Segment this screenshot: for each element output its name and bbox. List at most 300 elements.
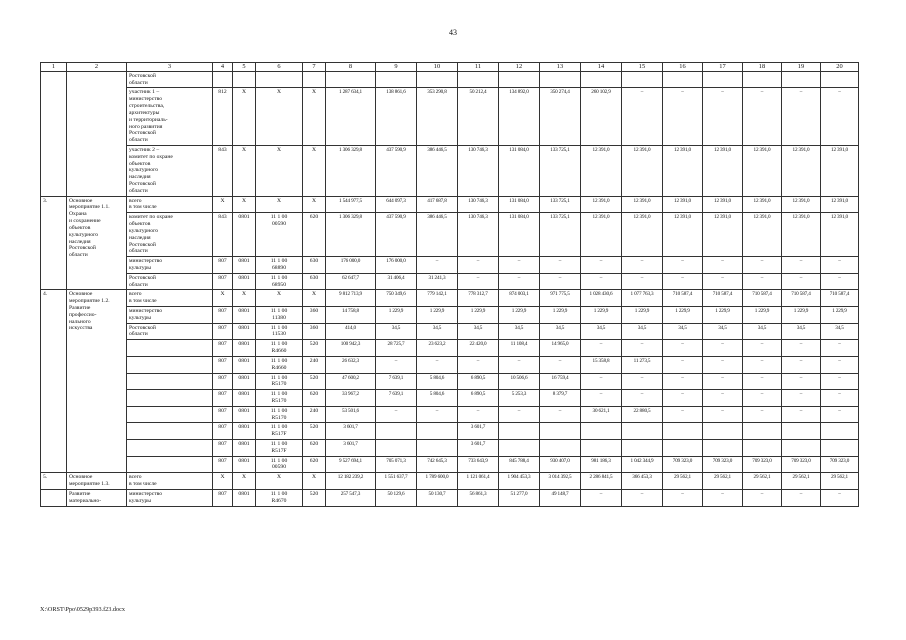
table-row bbox=[41, 290, 859, 307]
rzpr-cell: Х bbox=[233, 88, 256, 146]
amount-cell bbox=[376, 71, 417, 88]
amount-cell: 12 391,0 bbox=[663, 213, 703, 257]
amount-cell: – bbox=[782, 390, 821, 407]
amount-cell: 50 130,7 bbox=[417, 489, 458, 506]
amount-cell: 12 391,0 bbox=[821, 196, 859, 213]
amount-cell: 8 379,7 bbox=[540, 390, 581, 407]
amount-cell: 11 273,5 bbox=[622, 356, 663, 373]
amount-cell: 12 391,0 bbox=[782, 145, 821, 196]
csr-cell: Х bbox=[256, 473, 303, 490]
amount-cell: 1 229,9 bbox=[782, 307, 821, 324]
amount-cell: – bbox=[743, 340, 782, 357]
csr-cell: 11 1 00 R5170 bbox=[256, 373, 303, 390]
amount-cell bbox=[581, 71, 622, 88]
amount-cell: 47 600,2 bbox=[326, 373, 376, 390]
amount-cell bbox=[581, 440, 622, 457]
amount-cell bbox=[782, 71, 821, 88]
header-cell: 5 bbox=[233, 63, 256, 72]
executor-cell: всего в том числе bbox=[127, 196, 213, 213]
executor-cell: министерство культуры bbox=[127, 307, 213, 324]
amount-cell: 23 623,2 bbox=[417, 340, 458, 357]
amount-cell: 131 084,0 bbox=[499, 196, 540, 213]
grbs-cell: 807 bbox=[213, 390, 233, 407]
amount-cell: – bbox=[703, 390, 743, 407]
grbs-cell: 807 bbox=[213, 489, 233, 506]
vr-cell: 240 bbox=[303, 356, 326, 373]
header-cell: 11 bbox=[458, 63, 499, 72]
amount-cell: – bbox=[622, 88, 663, 146]
amount-cell: 33 967,2 bbox=[326, 390, 376, 407]
executor-cell: Ростовской области bbox=[127, 273, 213, 290]
grbs-cell: 807 bbox=[213, 406, 233, 423]
csr-cell: 11 1 00 68890 bbox=[256, 257, 303, 274]
amount-cell: 34,5 bbox=[703, 323, 743, 340]
csr-cell: Х bbox=[256, 290, 303, 307]
header-cell: 12 bbox=[499, 63, 540, 72]
vr-cell: 620 bbox=[303, 456, 326, 473]
csr-cell: 11 1 00 R4660 bbox=[256, 340, 303, 357]
amount-cell: – bbox=[663, 390, 703, 407]
csr-cell: 11 1 00 11530 bbox=[256, 323, 303, 340]
rzpr-cell: 0801 bbox=[233, 323, 256, 340]
rzpr-cell: Х bbox=[233, 145, 256, 196]
amount-cell: 386 446,5 bbox=[417, 213, 458, 257]
amount-cell: 11 108,4 bbox=[499, 340, 540, 357]
amount-cell: 709 323,0 bbox=[821, 456, 859, 473]
amount-cell: 34,5 bbox=[540, 323, 581, 340]
amount-cell bbox=[417, 440, 458, 457]
table-row bbox=[41, 257, 859, 274]
amount-cell: 22 880,5 bbox=[622, 406, 663, 423]
amount-cell: 34,5 bbox=[581, 323, 622, 340]
amount-cell: 49 148,7 bbox=[540, 489, 581, 506]
amount-cell: 29 562,1 bbox=[743, 473, 782, 490]
amount-cell bbox=[540, 423, 581, 440]
amount-cell: 3 601,7 bbox=[326, 440, 376, 457]
amount-cell: 1 229,9 bbox=[703, 307, 743, 324]
amount-cell: 34,5 bbox=[376, 323, 417, 340]
executor-cell bbox=[127, 456, 213, 473]
amount-cell: – bbox=[782, 340, 821, 357]
amount-cell bbox=[743, 440, 782, 457]
page-number: 43 bbox=[449, 28, 457, 37]
table-row bbox=[41, 440, 859, 457]
amount-cell: 386 446,5 bbox=[417, 145, 458, 196]
amount-cell bbox=[499, 440, 540, 457]
rzpr-cell: 0801 bbox=[233, 273, 256, 290]
amount-cell bbox=[821, 71, 859, 88]
amount-cell: – bbox=[743, 273, 782, 290]
amount-cell: 7 639,1 bbox=[376, 390, 417, 407]
amount-cell: – bbox=[622, 489, 663, 506]
amount-cell: 176 000,0 bbox=[326, 257, 376, 274]
amount-cell: 3 601,7 bbox=[458, 423, 499, 440]
amount-cell: – bbox=[821, 406, 859, 423]
amount-cell: – bbox=[782, 489, 821, 506]
header-cell: 14 bbox=[581, 63, 622, 72]
amount-cell: – bbox=[821, 257, 859, 274]
amount-cell: – bbox=[782, 88, 821, 146]
amount-cell: 1 544 977,5 bbox=[326, 196, 376, 213]
measure-name-cell: Развитие материально- bbox=[67, 489, 127, 506]
amount-cell: 29 562,1 bbox=[782, 473, 821, 490]
amount-cell: 12 391,0 bbox=[782, 196, 821, 213]
header-row bbox=[41, 63, 859, 72]
amount-cell: 12 391,0 bbox=[581, 145, 622, 196]
amount-cell: – bbox=[821, 489, 859, 506]
amount-cell: 12 391,0 bbox=[622, 145, 663, 196]
amount-cell: 31 241,3 bbox=[417, 273, 458, 290]
header-cell: 9 bbox=[376, 63, 417, 72]
amount-cell: 34,5 bbox=[458, 323, 499, 340]
amount-cell: 1 229,9 bbox=[376, 307, 417, 324]
amount-cell bbox=[821, 440, 859, 457]
amount-cell: – bbox=[821, 373, 859, 390]
amount-cell: 1 306 329,8 bbox=[326, 145, 376, 196]
amount-cell: 53 501,6 bbox=[326, 406, 376, 423]
amount-cell: 1 229,9 bbox=[540, 307, 581, 324]
measure-name-cell: Основное мероприятие 1.1. Охрана и сохранение объектов культурного наследия Ростовской области bbox=[67, 196, 127, 290]
grbs-cell: 807 bbox=[213, 340, 233, 357]
amount-cell: 12 391,0 bbox=[622, 213, 663, 257]
executor-cell: Ростовской области bbox=[127, 71, 213, 88]
csr-cell: 11 1 00 R517F bbox=[256, 440, 303, 457]
grbs-cell: 807 bbox=[213, 373, 233, 390]
grbs-cell: 807 bbox=[213, 323, 233, 340]
amount-cell: 981 186,3 bbox=[581, 456, 622, 473]
amount-cell: – bbox=[743, 356, 782, 373]
executor-cell: всего в том числе bbox=[127, 473, 213, 490]
amount-cell bbox=[581, 423, 622, 440]
amount-cell bbox=[417, 423, 458, 440]
amount-cell: 6 890,5 bbox=[458, 373, 499, 390]
grbs-cell: 807 bbox=[213, 440, 233, 457]
table-row bbox=[41, 473, 859, 490]
rzpr-cell: 0801 bbox=[233, 307, 256, 324]
vr-cell: 360 bbox=[303, 307, 326, 324]
amount-cell: – bbox=[499, 356, 540, 373]
csr-cell: 11 1 00 R5170 bbox=[256, 406, 303, 423]
amount-cell bbox=[622, 71, 663, 88]
csr-cell: 11 1 00 11380 bbox=[256, 307, 303, 324]
amount-cell: 1 229,9 bbox=[499, 307, 540, 324]
amount-cell: 130 746,3 bbox=[458, 145, 499, 196]
rzpr-cell: 0801 bbox=[233, 406, 256, 423]
amount-cell: 5 804,6 bbox=[417, 373, 458, 390]
amount-cell: – bbox=[458, 257, 499, 274]
csr-cell: 11 1 00 R5170 bbox=[256, 390, 303, 407]
measure-name-cell: Основное мероприятие 1.2. Развитие профессио- нального искусства bbox=[67, 290, 127, 473]
amount-cell: – bbox=[376, 356, 417, 373]
amount-cell: – bbox=[703, 273, 743, 290]
amount-cell: 130 746,3 bbox=[458, 213, 499, 257]
csr-cell: 11 1 00 68950 bbox=[256, 273, 303, 290]
rzpr-cell: 0801 bbox=[233, 456, 256, 473]
amount-cell bbox=[821, 423, 859, 440]
amount-cell bbox=[782, 423, 821, 440]
amount-cell: 30 621,1 bbox=[581, 406, 622, 423]
header-cell: 8 bbox=[326, 63, 376, 72]
amount-cell: – bbox=[821, 390, 859, 407]
csr-cell: 11 1 00 R4660 bbox=[256, 356, 303, 373]
amount-cell: 3 601,7 bbox=[326, 423, 376, 440]
header-cell: 10 bbox=[417, 63, 458, 72]
grbs-cell: 807 bbox=[213, 356, 233, 373]
amount-cell: 778 312,7 bbox=[458, 290, 499, 307]
amount-cell: 50 212,4 bbox=[458, 88, 499, 146]
amount-cell: 710 587,4 bbox=[743, 290, 782, 307]
table-row bbox=[41, 356, 859, 373]
amount-cell: 710 587,4 bbox=[703, 290, 743, 307]
executor-cell bbox=[127, 373, 213, 390]
amount-cell: 366 453,3 bbox=[622, 473, 663, 490]
amount-cell bbox=[499, 423, 540, 440]
amount-cell: 12 391,0 bbox=[782, 213, 821, 257]
amount-cell: – bbox=[499, 257, 540, 274]
amount-cell bbox=[743, 71, 782, 88]
amount-cell: – bbox=[782, 373, 821, 390]
amount-cell: 50 129,6 bbox=[376, 489, 417, 506]
vr-cell: 620 bbox=[303, 213, 326, 257]
table-row bbox=[41, 423, 859, 440]
amount-cell: 750 349,6 bbox=[376, 290, 417, 307]
table-row bbox=[41, 406, 859, 423]
amount-cell: 12 391,0 bbox=[743, 145, 782, 196]
amount-cell: – bbox=[703, 257, 743, 274]
amount-cell: 1 789 600,0 bbox=[417, 473, 458, 490]
executor-cell bbox=[127, 340, 213, 357]
amount-cell: – bbox=[703, 489, 743, 506]
amount-cell: – bbox=[821, 356, 859, 373]
table-row bbox=[41, 489, 859, 506]
amount-cell: 51 277,0 bbox=[499, 489, 540, 506]
amount-cell: – bbox=[743, 373, 782, 390]
amount-cell bbox=[703, 71, 743, 88]
amount-cell: – bbox=[417, 257, 458, 274]
amount-cell: 6 890,5 bbox=[458, 390, 499, 407]
vr-cell: Х bbox=[303, 145, 326, 196]
executor-cell: Ростовской области bbox=[127, 323, 213, 340]
amount-cell: 710 587,4 bbox=[821, 290, 859, 307]
amount-cell: 176 000,0 bbox=[376, 257, 417, 274]
amount-cell: – bbox=[417, 356, 458, 373]
amount-cell: – bbox=[622, 340, 663, 357]
amount-cell: 5 253,3 bbox=[499, 390, 540, 407]
amount-cell: 12 391,0 bbox=[703, 145, 743, 196]
amount-cell: 138 861,6 bbox=[376, 88, 417, 146]
header-cell: 4 bbox=[213, 63, 233, 72]
amount-cell: – bbox=[499, 406, 540, 423]
amount-cell: – bbox=[703, 406, 743, 423]
amount-cell: 710 587,4 bbox=[663, 290, 703, 307]
grbs-cell: 807 bbox=[213, 257, 233, 274]
amount-cell bbox=[663, 423, 703, 440]
amount-cell: – bbox=[540, 273, 581, 290]
amount-cell bbox=[703, 423, 743, 440]
table-row bbox=[41, 145, 859, 196]
amount-cell: 1 229,9 bbox=[581, 307, 622, 324]
executor-cell bbox=[127, 423, 213, 440]
amount-cell: – bbox=[782, 257, 821, 274]
rzpr-cell: 0801 bbox=[233, 213, 256, 257]
amount-cell: 16 759,4 bbox=[540, 373, 581, 390]
row-number-cell bbox=[41, 489, 67, 506]
vr-cell: 520 bbox=[303, 373, 326, 390]
vr-cell: 520 bbox=[303, 489, 326, 506]
amount-cell: 971 775,5 bbox=[540, 290, 581, 307]
grbs-cell: Х bbox=[213, 196, 233, 213]
amount-cell bbox=[540, 440, 581, 457]
amount-cell: 709 323,0 bbox=[703, 456, 743, 473]
amount-cell: 12 391,0 bbox=[821, 145, 859, 196]
amount-cell: 10 506,6 bbox=[499, 373, 540, 390]
amount-cell: 1 229,9 bbox=[622, 307, 663, 324]
amount-cell: 1 028 430,6 bbox=[581, 290, 622, 307]
rzpr-cell: 0801 bbox=[233, 373, 256, 390]
amount-cell: – bbox=[743, 406, 782, 423]
amount-cell: – bbox=[581, 373, 622, 390]
table-row bbox=[41, 323, 859, 340]
vr-cell: 520 bbox=[303, 423, 326, 440]
amount-cell: 34,5 bbox=[782, 323, 821, 340]
header-cell: 16 bbox=[663, 63, 703, 72]
amount-cell: – bbox=[581, 257, 622, 274]
amount-cell: 257 547,3 bbox=[326, 489, 376, 506]
amount-cell bbox=[743, 423, 782, 440]
amount-cell bbox=[703, 440, 743, 457]
vr-cell: 620 bbox=[303, 390, 326, 407]
vr-cell: 360 bbox=[303, 323, 326, 340]
amount-cell: – bbox=[458, 356, 499, 373]
csr-cell: 11 1 00 00590 bbox=[256, 456, 303, 473]
amount-cell: – bbox=[743, 390, 782, 407]
amount-cell: 437 590,9 bbox=[376, 213, 417, 257]
csr-cell: Х bbox=[256, 88, 303, 146]
amount-cell: 12 182 239,2 bbox=[326, 473, 376, 490]
rzpr-cell: 0801 bbox=[233, 340, 256, 357]
rzpr-cell: 0801 bbox=[233, 423, 256, 440]
amount-cell bbox=[376, 423, 417, 440]
amount-cell bbox=[782, 440, 821, 457]
amount-cell: – bbox=[540, 257, 581, 274]
amount-cell: 437 590,9 bbox=[376, 145, 417, 196]
amount-cell: 705 071,3 bbox=[376, 456, 417, 473]
amount-cell bbox=[663, 440, 703, 457]
footer-file-path: X:\ORST\Ppo\0529p393.f23.docx bbox=[40, 606, 125, 613]
amount-cell: 1 551 637,7 bbox=[376, 473, 417, 490]
amount-cell: – bbox=[581, 273, 622, 290]
grbs-cell: 807 bbox=[213, 273, 233, 290]
amount-cell: 414,0 bbox=[326, 323, 376, 340]
vr-cell: 240 bbox=[303, 406, 326, 423]
table-row bbox=[41, 88, 859, 146]
amount-cell: 1 904 453,3 bbox=[499, 473, 540, 490]
amount-cell: 22 420,0 bbox=[458, 340, 499, 357]
amount-cell: – bbox=[782, 406, 821, 423]
grbs-cell: 807 bbox=[213, 456, 233, 473]
amount-cell: 12 391,0 bbox=[703, 196, 743, 213]
table-row bbox=[41, 307, 859, 324]
amount-cell bbox=[663, 71, 703, 88]
amount-cell: 3 014 392,5 bbox=[540, 473, 581, 490]
amount-cell: 29 562,1 bbox=[703, 473, 743, 490]
amount-cell: – bbox=[622, 257, 663, 274]
executor-cell: министерство культуры bbox=[127, 489, 213, 506]
rzpr-cell: 0801 bbox=[233, 390, 256, 407]
rzpr-cell: Х bbox=[233, 473, 256, 490]
amount-cell: 350 274,4 bbox=[540, 88, 581, 146]
amount-cell: 34,5 bbox=[622, 323, 663, 340]
amount-cell: 260 102,9 bbox=[581, 88, 622, 146]
amount-cell: 742 645,3 bbox=[417, 456, 458, 473]
amount-cell: 12 391,0 bbox=[581, 196, 622, 213]
amount-cell: – bbox=[703, 88, 743, 146]
amount-cell: – bbox=[458, 406, 499, 423]
amount-cell bbox=[458, 71, 499, 88]
amount-cell: – bbox=[540, 406, 581, 423]
header-cell: 19 bbox=[782, 63, 821, 72]
vr-cell: Х bbox=[303, 88, 326, 146]
amount-cell: 12 391,0 bbox=[821, 213, 859, 257]
amount-cell: 26 632,3 bbox=[326, 356, 376, 373]
amount-cell: – bbox=[581, 489, 622, 506]
executor-cell bbox=[127, 406, 213, 423]
amount-cell: – bbox=[703, 356, 743, 373]
amount-cell: 9 812 713,9 bbox=[326, 290, 376, 307]
vr-cell: 520 bbox=[303, 340, 326, 357]
header-cell: 1 bbox=[41, 63, 67, 72]
executor-cell bbox=[127, 356, 213, 373]
grbs-cell: Х bbox=[213, 290, 233, 307]
vr-cell: Х bbox=[303, 473, 326, 490]
amount-cell: – bbox=[663, 489, 703, 506]
amount-cell bbox=[417, 71, 458, 88]
amount-cell: 1 229,9 bbox=[821, 307, 859, 324]
table-row bbox=[41, 373, 859, 390]
amount-cell: 12 391,0 bbox=[581, 213, 622, 257]
amount-cell: 62 647,7 bbox=[326, 273, 376, 290]
amount-cell: – bbox=[663, 406, 703, 423]
row-number-cell bbox=[41, 71, 67, 196]
amount-cell: – bbox=[703, 373, 743, 390]
amount-cell: 845 788,4 bbox=[499, 456, 540, 473]
amount-cell bbox=[622, 423, 663, 440]
amount-cell: – bbox=[581, 340, 622, 357]
executor-cell: комитет по охране объектов культурного наследия Ростовской области bbox=[127, 213, 213, 257]
amount-cell: – bbox=[663, 273, 703, 290]
table-row bbox=[41, 273, 859, 290]
amount-cell: 12 391,0 bbox=[663, 196, 703, 213]
amount-cell: – bbox=[581, 390, 622, 407]
executor-cell bbox=[127, 390, 213, 407]
amount-cell: – bbox=[622, 373, 663, 390]
amount-cell: 12 391,0 bbox=[622, 196, 663, 213]
amount-cell: 710 587,4 bbox=[782, 290, 821, 307]
amount-cell: 34,5 bbox=[821, 323, 859, 340]
amount-cell: 1 287 634,1 bbox=[326, 88, 376, 146]
grbs-cell: 843 bbox=[213, 145, 233, 196]
vr-cell: Х bbox=[303, 290, 326, 307]
budget-table-body bbox=[41, 63, 859, 507]
budget-table bbox=[40, 62, 859, 507]
amount-cell: 417 687,8 bbox=[417, 196, 458, 213]
amount-cell: 874 003,1 bbox=[499, 290, 540, 307]
rzpr-cell bbox=[233, 71, 256, 88]
vr-cell: Х bbox=[303, 196, 326, 213]
header-cell: 20 bbox=[821, 63, 859, 72]
grbs-cell: 807 bbox=[213, 423, 233, 440]
csr-cell: Х bbox=[256, 196, 303, 213]
